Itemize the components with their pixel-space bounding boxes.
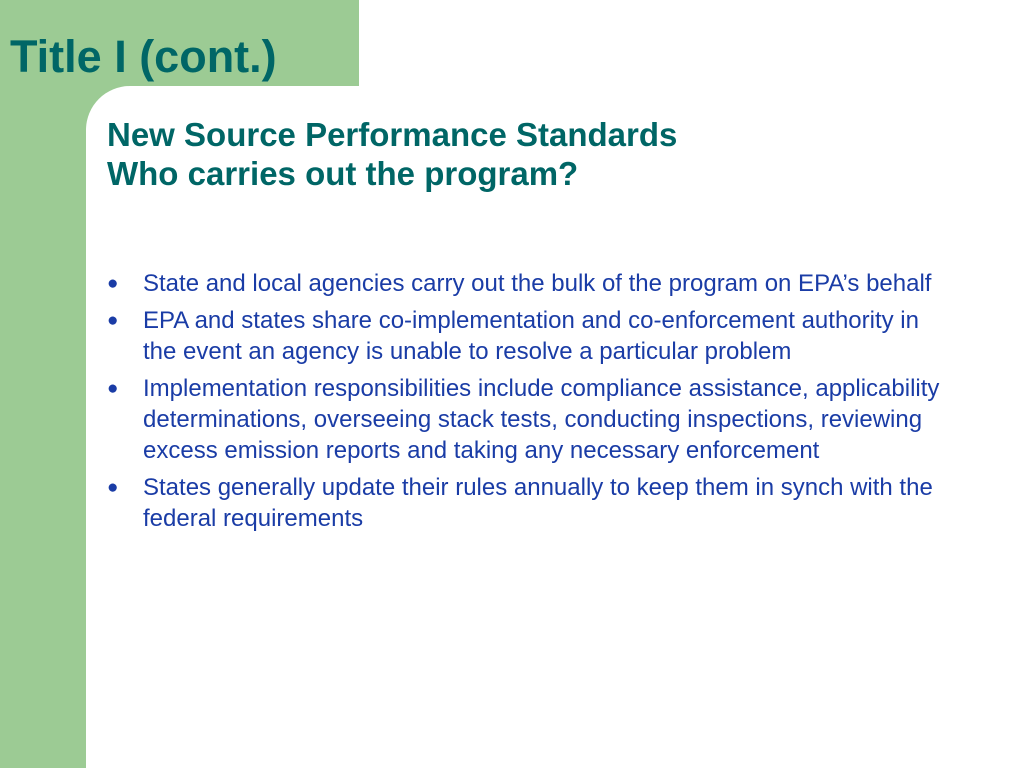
subtitle-line-1: New Source Performance Standards bbox=[107, 116, 678, 153]
bullet-list bbox=[107, 268, 952, 540]
subtitle-line-2: Who carries out the program? bbox=[107, 155, 579, 192]
bullet-text: State and local agencies carry out the bulk of the program on EPA’s behalf bbox=[143, 270, 932, 297]
slide-subtitle bbox=[107, 115, 677, 193]
bullet-item bbox=[107, 268, 952, 299]
bullet-dot-icon: ● bbox=[107, 378, 119, 399]
bullet-dot-icon: ● bbox=[107, 310, 119, 331]
bullet-text: EPA and states share co-implementation and co-enforcement authority in the event an agency is unable to resolve a particular problem bbox=[143, 307, 919, 365]
bullet-item bbox=[107, 305, 952, 367]
bullet-dot-icon: ● bbox=[107, 273, 119, 294]
bullet-item bbox=[107, 373, 952, 466]
bullet-text: Implementation responsibilities include compliance assistance, applicability determinations, overseeing stack tests, conducting inspections, reviewing excess emission reports and taking any necessary enforcement bbox=[143, 375, 940, 464]
bullet-text: States generally update their rules annually to keep them in synch with the federal requirements bbox=[143, 474, 933, 532]
bullet-item bbox=[107, 472, 952, 534]
slide-title: Title I (cont.) bbox=[10, 31, 277, 82]
bullet-dot-icon: ● bbox=[107, 477, 119, 498]
